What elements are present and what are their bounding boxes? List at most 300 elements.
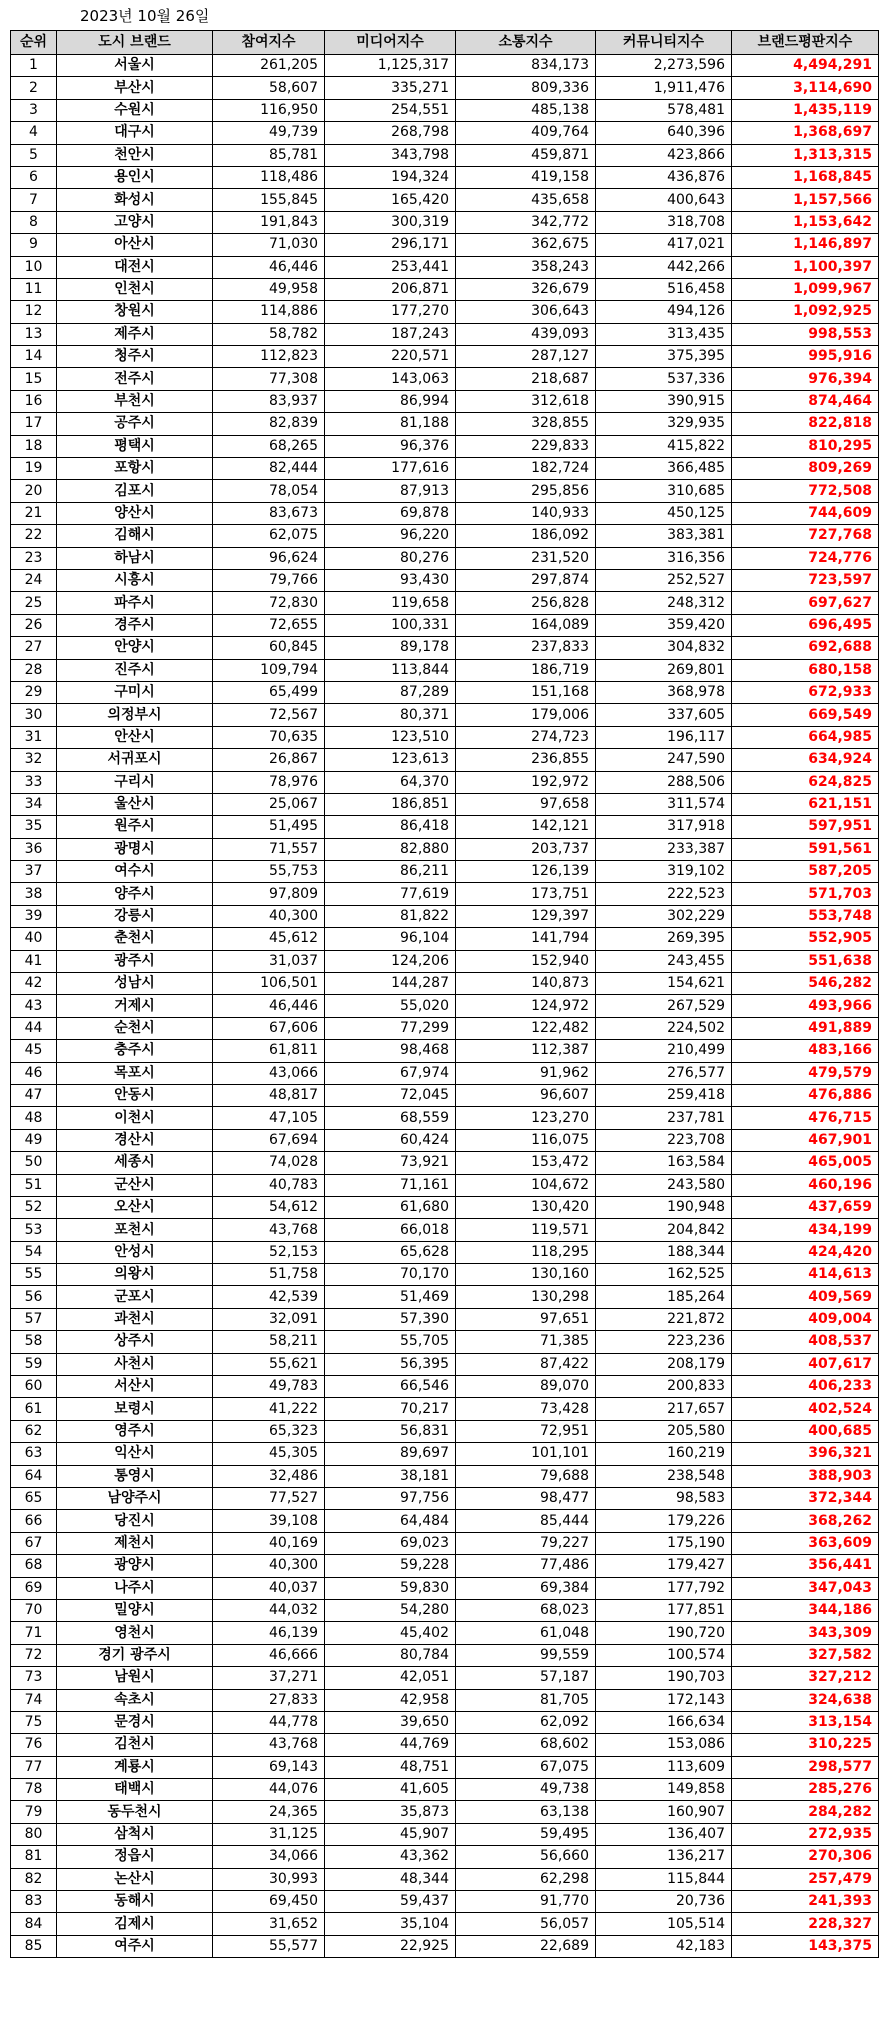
communication-cell: 358,243 (456, 256, 596, 278)
community-cell: 415,822 (596, 435, 732, 457)
table-row (11, 211, 879, 233)
media-cell: 65,628 (325, 1241, 456, 1263)
media-cell: 143,063 (325, 368, 456, 390)
city-cell: 충주시 (57, 1040, 213, 1062)
rank-cell: 6 (11, 166, 57, 188)
rank-cell: 51 (11, 1174, 57, 1196)
brand-index-cell: 344,186 (732, 1599, 879, 1621)
participation-cell: 72,830 (213, 592, 325, 614)
communication-cell: 63,138 (456, 1801, 596, 1823)
table-row (11, 1376, 879, 1398)
rank-cell: 55 (11, 1264, 57, 1286)
community-cell: 163,584 (596, 1152, 732, 1174)
city-cell: 서산시 (57, 1376, 213, 1398)
community-cell: 105,514 (596, 1913, 732, 1935)
media-cell: 77,619 (325, 883, 456, 905)
table-row (11, 256, 879, 278)
table-row (11, 1532, 879, 1554)
media-cell: 45,402 (325, 1622, 456, 1644)
rank-cell: 63 (11, 1443, 57, 1465)
brand-index-cell: 696,495 (732, 614, 879, 636)
communication-cell: 439,093 (456, 323, 596, 345)
media-cell: 69,878 (325, 502, 456, 524)
community-cell: 319,102 (596, 861, 732, 883)
brand-index-cell: 1,153,642 (732, 211, 879, 233)
brand-index-cell: 553,748 (732, 905, 879, 927)
participation-cell: 67,694 (213, 1129, 325, 1151)
communication-cell: 79,227 (456, 1532, 596, 1554)
communication-cell: 98,477 (456, 1488, 596, 1510)
community-cell: 115,844 (596, 1868, 732, 1890)
rank-cell: 14 (11, 346, 57, 368)
community-cell: 185,264 (596, 1286, 732, 1308)
city-cell: 문경시 (57, 1711, 213, 1733)
brand-index-cell: 995,916 (732, 346, 879, 368)
participation-cell: 72,655 (213, 614, 325, 636)
city-cell: 청주시 (57, 346, 213, 368)
brand-index-cell: 976,394 (732, 368, 879, 390)
communication-cell: 68,023 (456, 1599, 596, 1621)
community-cell: 204,842 (596, 1219, 732, 1241)
participation-cell: 40,300 (213, 1555, 325, 1577)
community-cell: 20,736 (596, 1891, 732, 1913)
media-cell: 177,616 (325, 458, 456, 480)
rank-cell: 34 (11, 793, 57, 815)
participation-cell: 65,323 (213, 1420, 325, 1442)
table-row (11, 368, 879, 390)
community-cell: 243,580 (596, 1174, 732, 1196)
city-cell: 여수시 (57, 861, 213, 883)
communication-cell: 485,138 (456, 99, 596, 121)
table-row (11, 1801, 879, 1823)
participation-cell: 32,091 (213, 1308, 325, 1330)
city-cell: 구미시 (57, 681, 213, 703)
table-row (11, 1353, 879, 1375)
community-cell: 149,858 (596, 1779, 732, 1801)
community-cell: 100,574 (596, 1644, 732, 1666)
communication-cell: 328,855 (456, 413, 596, 435)
city-cell: 화성시 (57, 189, 213, 211)
participation-cell: 83,937 (213, 390, 325, 412)
communication-cell: 186,719 (456, 659, 596, 681)
rank-cell: 52 (11, 1196, 57, 1218)
media-cell: 81,822 (325, 905, 456, 927)
table-row (11, 771, 879, 793)
community-cell: 162,525 (596, 1264, 732, 1286)
community-cell: 238,548 (596, 1465, 732, 1487)
communication-cell: 306,643 (456, 301, 596, 323)
communication-cell: 218,687 (456, 368, 596, 390)
table-row (11, 346, 879, 368)
city-cell: 용인시 (57, 166, 213, 188)
city-cell: 창원시 (57, 301, 213, 323)
table-row (11, 278, 879, 300)
communication-cell: 140,933 (456, 502, 596, 524)
media-cell: 68,559 (325, 1107, 456, 1129)
communication-cell: 435,658 (456, 189, 596, 211)
media-cell: 119,658 (325, 592, 456, 614)
communication-cell: 186,092 (456, 525, 596, 547)
media-cell: 70,217 (325, 1398, 456, 1420)
community-cell: 537,336 (596, 368, 732, 390)
communication-cell: 57,187 (456, 1667, 596, 1689)
communication-cell: 459,871 (456, 144, 596, 166)
community-cell: 640,396 (596, 122, 732, 144)
table-row (11, 1286, 879, 1308)
city-cell: 동해시 (57, 1891, 213, 1913)
brand-index-cell: 479,579 (732, 1062, 879, 1084)
table-row (11, 1174, 879, 1196)
participation-cell: 41,222 (213, 1398, 325, 1420)
city-cell: 영천시 (57, 1622, 213, 1644)
communication-cell: 67,075 (456, 1756, 596, 1778)
table-row (11, 950, 879, 972)
city-cell: 포항시 (57, 458, 213, 480)
community-cell: 259,418 (596, 1084, 732, 1106)
table-row (11, 883, 879, 905)
rank-cell: 71 (11, 1622, 57, 1644)
participation-cell: 60,845 (213, 637, 325, 659)
media-cell: 39,650 (325, 1711, 456, 1733)
communication-cell: 91,962 (456, 1062, 596, 1084)
participation-cell: 43,066 (213, 1062, 325, 1084)
city-cell: 익산시 (57, 1443, 213, 1465)
brand-index-cell: 744,609 (732, 502, 879, 524)
participation-cell: 32,486 (213, 1465, 325, 1487)
city-cell: 나주시 (57, 1577, 213, 1599)
city-cell: 김해시 (57, 525, 213, 547)
participation-cell: 62,075 (213, 525, 325, 547)
media-cell: 96,220 (325, 525, 456, 547)
header-participation-index: 참여지수 (213, 31, 325, 55)
communication-cell: 142,121 (456, 816, 596, 838)
table-row (11, 301, 879, 323)
brand-index-cell: 434,199 (732, 1219, 879, 1241)
brand-index-cell: 493,966 (732, 995, 879, 1017)
community-cell: 317,918 (596, 816, 732, 838)
communication-cell: 274,723 (456, 726, 596, 748)
community-cell: 400,643 (596, 189, 732, 211)
rank-cell: 72 (11, 1644, 57, 1666)
participation-cell: 261,205 (213, 55, 325, 77)
city-cell: 광명시 (57, 838, 213, 860)
city-cell: 목포시 (57, 1062, 213, 1084)
rank-cell: 25 (11, 592, 57, 614)
communication-cell: 56,057 (456, 1913, 596, 1935)
rank-cell: 37 (11, 861, 57, 883)
table-row (11, 1107, 879, 1129)
header-media-index: 미디어지수 (325, 31, 456, 55)
media-cell: 113,844 (325, 659, 456, 681)
communication-cell: 104,672 (456, 1174, 596, 1196)
rank-cell: 13 (11, 323, 57, 345)
communication-cell: 362,675 (456, 234, 596, 256)
participation-cell: 58,782 (213, 323, 325, 345)
participation-cell: 97,809 (213, 883, 325, 905)
participation-cell: 46,666 (213, 1644, 325, 1666)
participation-cell: 40,783 (213, 1174, 325, 1196)
city-cell: 논산시 (57, 1868, 213, 1890)
table-row (11, 525, 879, 547)
table-row (11, 1599, 879, 1621)
rank-cell: 81 (11, 1846, 57, 1868)
table-row (11, 1846, 879, 1868)
rank-cell: 49 (11, 1129, 57, 1151)
city-cell: 삼척시 (57, 1823, 213, 1845)
media-cell: 55,020 (325, 995, 456, 1017)
media-cell: 96,104 (325, 928, 456, 950)
table-row (11, 928, 879, 950)
community-cell: 205,580 (596, 1420, 732, 1442)
communication-cell: 287,127 (456, 346, 596, 368)
community-cell: 200,833 (596, 1376, 732, 1398)
participation-cell: 42,539 (213, 1286, 325, 1308)
city-cell: 의왕시 (57, 1264, 213, 1286)
community-cell: 313,435 (596, 323, 732, 345)
brand-index-cell: 310,225 (732, 1734, 879, 1756)
rank-cell: 7 (11, 189, 57, 211)
community-cell: 310,685 (596, 480, 732, 502)
participation-cell: 31,037 (213, 950, 325, 972)
brand-index-cell: 591,561 (732, 838, 879, 860)
community-cell: 390,915 (596, 390, 732, 412)
communication-cell: 173,751 (456, 883, 596, 905)
city-cell: 보령시 (57, 1398, 213, 1420)
brand-index-cell: 467,901 (732, 1129, 879, 1151)
brand-index-cell: 424,420 (732, 1241, 879, 1263)
city-cell: 세종시 (57, 1152, 213, 1174)
city-cell: 아산시 (57, 234, 213, 256)
community-cell: 237,781 (596, 1107, 732, 1129)
communication-cell: 69,384 (456, 1577, 596, 1599)
media-cell: 86,211 (325, 861, 456, 883)
table-row (11, 458, 879, 480)
rank-cell: 41 (11, 950, 57, 972)
city-cell: 공주시 (57, 413, 213, 435)
community-cell: 450,125 (596, 502, 732, 524)
community-cell: 160,219 (596, 1443, 732, 1465)
brand-index-cell: 587,205 (732, 861, 879, 883)
city-cell: 양주시 (57, 883, 213, 905)
rank-cell: 50 (11, 1152, 57, 1174)
rank-cell: 44 (11, 1017, 57, 1039)
table-row (11, 1823, 879, 1845)
brand-index-cell: 408,537 (732, 1331, 879, 1353)
community-cell: 383,381 (596, 525, 732, 547)
community-cell: 136,407 (596, 1823, 732, 1845)
community-cell: 269,801 (596, 659, 732, 681)
communication-cell: 118,295 (456, 1241, 596, 1263)
city-cell: 이천시 (57, 1107, 213, 1129)
report-date: 2023년 10월 26일 (80, 7, 210, 25)
rank-cell: 80 (11, 1823, 57, 1845)
media-cell: 177,270 (325, 301, 456, 323)
community-cell: 368,978 (596, 681, 732, 703)
media-cell: 66,546 (325, 1376, 456, 1398)
city-cell: 춘천시 (57, 928, 213, 950)
brand-index-cell: 772,508 (732, 480, 879, 502)
brand-index-cell: 624,825 (732, 771, 879, 793)
table-row (11, 1308, 879, 1330)
table-row (11, 793, 879, 815)
community-cell: 269,395 (596, 928, 732, 950)
rank-cell: 22 (11, 525, 57, 547)
city-cell: 진주시 (57, 659, 213, 681)
communication-cell: 236,855 (456, 749, 596, 771)
media-cell: 165,420 (325, 189, 456, 211)
media-cell: 89,697 (325, 1443, 456, 1465)
participation-cell: 116,950 (213, 99, 325, 121)
rank-cell: 38 (11, 883, 57, 905)
city-cell: 군포시 (57, 1286, 213, 1308)
table-row (11, 1622, 879, 1644)
rank-cell: 83 (11, 1891, 57, 1913)
community-cell: 288,506 (596, 771, 732, 793)
community-cell: 302,229 (596, 905, 732, 927)
communication-cell: 97,658 (456, 793, 596, 815)
city-cell: 울산시 (57, 793, 213, 815)
media-cell: 48,751 (325, 1756, 456, 1778)
table-row (11, 569, 879, 591)
media-cell: 82,880 (325, 838, 456, 860)
participation-cell: 77,527 (213, 1488, 325, 1510)
brand-index-cell: 724,776 (732, 547, 879, 569)
participation-cell: 82,444 (213, 458, 325, 480)
rank-cell: 29 (11, 681, 57, 703)
city-cell: 경주시 (57, 614, 213, 636)
city-cell: 평택시 (57, 435, 213, 457)
media-cell: 194,324 (325, 166, 456, 188)
rank-cell: 26 (11, 614, 57, 636)
communication-cell: 62,092 (456, 1711, 596, 1733)
rank-cell: 31 (11, 726, 57, 748)
city-cell: 제주시 (57, 323, 213, 345)
table-row (11, 1577, 879, 1599)
rank-cell: 12 (11, 301, 57, 323)
communication-cell: 56,660 (456, 1846, 596, 1868)
communication-cell: 99,559 (456, 1644, 596, 1666)
brand-index-cell: 998,553 (732, 323, 879, 345)
rank-cell: 76 (11, 1734, 57, 1756)
participation-cell: 79,766 (213, 569, 325, 591)
media-cell: 60,424 (325, 1129, 456, 1151)
city-cell: 군산시 (57, 1174, 213, 1196)
media-cell: 69,023 (325, 1532, 456, 1554)
media-cell: 87,913 (325, 480, 456, 502)
community-cell: 136,217 (596, 1846, 732, 1868)
participation-cell: 55,753 (213, 861, 325, 883)
table-row (11, 1891, 879, 1913)
participation-cell: 40,037 (213, 1577, 325, 1599)
media-cell: 97,756 (325, 1488, 456, 1510)
media-cell: 124,206 (325, 950, 456, 972)
media-cell: 253,441 (325, 256, 456, 278)
community-cell: 316,356 (596, 547, 732, 569)
communication-cell: 22,689 (456, 1935, 596, 1957)
communication-cell: 101,101 (456, 1443, 596, 1465)
city-cell: 밀양시 (57, 1599, 213, 1621)
media-cell: 54,280 (325, 1599, 456, 1621)
rank-cell: 46 (11, 1062, 57, 1084)
participation-cell: 40,300 (213, 905, 325, 927)
participation-cell: 96,624 (213, 547, 325, 569)
participation-cell: 67,606 (213, 1017, 325, 1039)
media-cell: 35,873 (325, 1801, 456, 1823)
community-cell: 516,458 (596, 278, 732, 300)
rank-cell: 75 (11, 1711, 57, 1733)
rank-cell: 11 (11, 278, 57, 300)
participation-cell: 65,499 (213, 681, 325, 703)
media-cell: 72,045 (325, 1084, 456, 1106)
rank-cell: 30 (11, 704, 57, 726)
rank-cell: 23 (11, 547, 57, 569)
communication-cell: 119,571 (456, 1219, 596, 1241)
brand-index-cell: 388,903 (732, 1465, 879, 1487)
community-cell: 175,190 (596, 1532, 732, 1554)
media-cell: 220,571 (325, 346, 456, 368)
city-cell: 원주시 (57, 816, 213, 838)
brand-index-cell: 476,715 (732, 1107, 879, 1129)
table-row (11, 1868, 879, 1890)
media-cell: 73,921 (325, 1152, 456, 1174)
table-row (11, 502, 879, 524)
brand-index-cell: 372,344 (732, 1488, 879, 1510)
city-cell: 여주시 (57, 1935, 213, 1957)
participation-cell: 39,108 (213, 1510, 325, 1532)
participation-cell: 34,066 (213, 1846, 325, 1868)
table-row (11, 1488, 879, 1510)
table-row (11, 166, 879, 188)
table-row (11, 838, 879, 860)
rank-cell: 9 (11, 234, 57, 256)
rank-cell: 69 (11, 1577, 57, 1599)
community-cell: 217,657 (596, 1398, 732, 1420)
table-row (11, 435, 879, 457)
media-cell: 206,871 (325, 278, 456, 300)
city-cell: 경기 광주시 (57, 1644, 213, 1666)
participation-cell: 71,557 (213, 838, 325, 860)
rank-cell: 48 (11, 1107, 57, 1129)
rank-cell: 39 (11, 905, 57, 927)
brand-index-cell: 727,768 (732, 525, 879, 547)
table-row (11, 1667, 879, 1689)
communication-cell: 123,270 (456, 1107, 596, 1129)
rank-cell: 78 (11, 1779, 57, 1801)
rank-cell: 32 (11, 749, 57, 771)
media-cell: 254,551 (325, 99, 456, 121)
media-cell: 80,371 (325, 704, 456, 726)
participation-cell: 52,153 (213, 1241, 325, 1263)
city-cell: 대전시 (57, 256, 213, 278)
media-cell: 100,331 (325, 614, 456, 636)
city-cell: 포천시 (57, 1219, 213, 1241)
table-header-row (11, 31, 879, 55)
brand-index-cell: 1,146,897 (732, 234, 879, 256)
table-row (11, 1935, 879, 1957)
participation-cell: 82,839 (213, 413, 325, 435)
media-cell: 41,605 (325, 1779, 456, 1801)
header-community-index: 커뮤니티지수 (596, 31, 732, 55)
table-row (11, 122, 879, 144)
city-cell: 계룡시 (57, 1756, 213, 1778)
participation-cell: 44,076 (213, 1779, 325, 1801)
media-cell: 335,271 (325, 77, 456, 99)
communication-cell: 409,764 (456, 122, 596, 144)
communication-cell: 62,298 (456, 1868, 596, 1890)
media-cell: 80,276 (325, 547, 456, 569)
communication-cell: 326,679 (456, 278, 596, 300)
table-row (11, 1555, 879, 1577)
